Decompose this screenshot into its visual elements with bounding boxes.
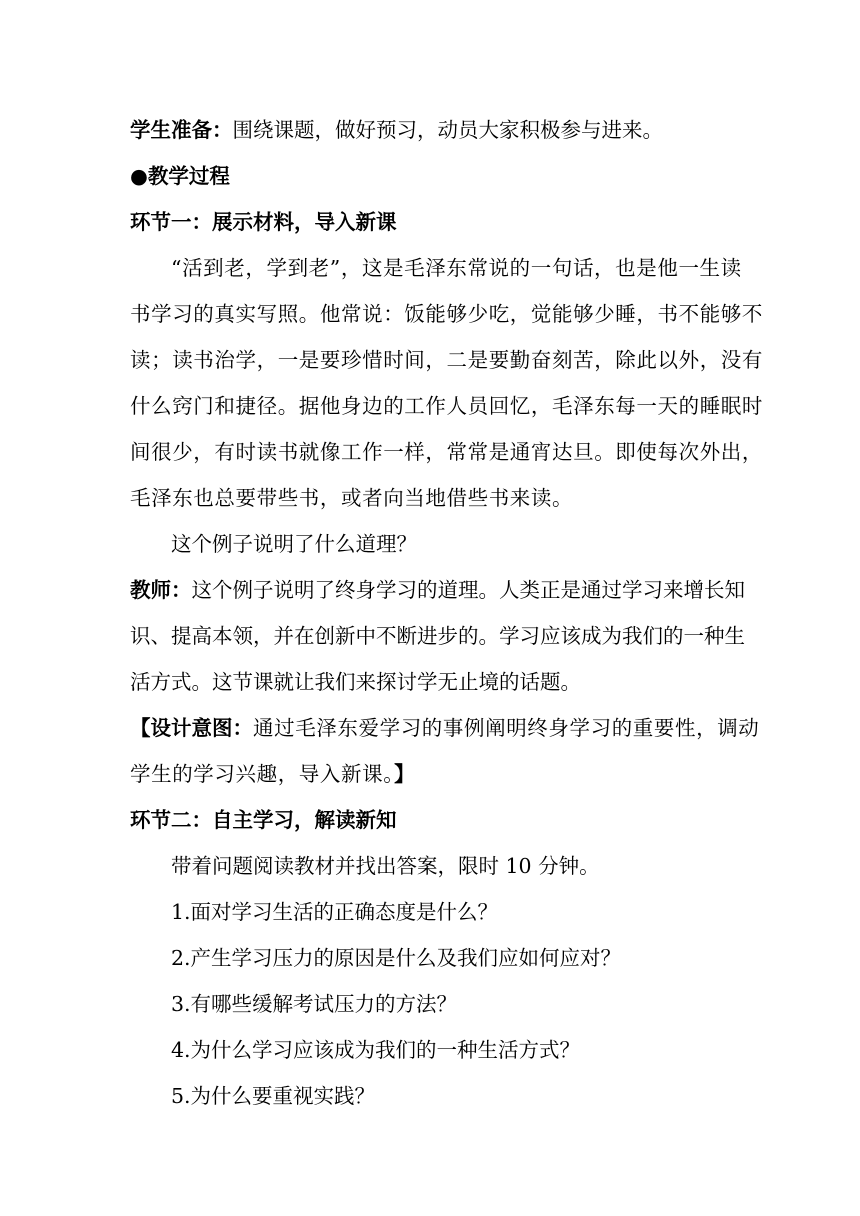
material-paragraph: [130, 248, 763, 518]
material-line: 毛泽东也总要带些书，或者向当地借些书来读。: [130, 486, 574, 510]
document-content: [130, 110, 763, 1116]
list-item: 3.有哪些缓解考试压力的方法？: [171, 992, 458, 1016]
teacher-label: 教师：: [130, 578, 192, 602]
list-item: 4.为什么学习应该成为我们的一种生活方式？: [171, 1038, 581, 1062]
teacher-text: 这个例子说明了终身学习的道理。人类正是通过学习来增长知: [191, 578, 745, 602]
material-line: “活到老，学到老”，这是毛泽东常说的一句话，也是他一生读: [171, 256, 742, 280]
student-prep-line: [130, 110, 732, 150]
teacher-paragraph: [130, 570, 745, 702]
list-item: 1.面对学习生活的正确态度是什么？: [171, 900, 499, 924]
teacher-line: 识、提高本领，并在创新中不断进步的。学习应该成为我们的一种生: [130, 624, 745, 648]
design-text: 通过毛泽东爱学习的事例阐明终身学习的重要性，调动: [253, 716, 760, 740]
teacher-line: 活方式。这节课就让我们来探讨学无止境的话题。: [130, 670, 581, 694]
design-line: [130, 754, 732, 794]
list-item: 5.为什么要重视实践？: [171, 1084, 376, 1108]
step2-intro: 带着问题阅读教材并找出答案，限时 10 分钟。: [171, 854, 600, 878]
design-close: 】: [394, 762, 415, 786]
step1-heading: 环节一：展示材料，导入新课: [130, 210, 397, 234]
teacher-line: [130, 570, 745, 610]
question-line: 这个例子说明了什么道理？: [171, 532, 417, 556]
student-prep-text: 围绕课题，做好预习，动员大家积极参与进来。: [232, 118, 663, 142]
section-title: ●教学过程: [130, 164, 230, 188]
material-line: 读；读书治学，一是要珍惜时间，二是要勤奋刻苦，除此以外，没有: [130, 348, 763, 372]
material-line: 什么窍门和捷径。据他身边的工作人员回忆，毛泽东每一天的睡眠时: [130, 394, 763, 418]
step2-heading: 环节二：自主学习，解读新知: [130, 808, 397, 832]
design-text: 学生的学习兴趣，导入新课。: [130, 762, 395, 786]
design-line: [130, 708, 760, 748]
design-intent: [130, 708, 760, 794]
material-line: 书学习的真实写照。他常说：饭能够少吃，觉能够少睡，书不能够不: [130, 302, 763, 326]
design-label: 【设计意图：: [130, 716, 253, 740]
question-list: [130, 892, 732, 1116]
student-prep-label: 学生准备：: [130, 118, 233, 142]
material-line: 间很少，有时读书就像工作一样，常常是通宵达旦。即使每次外出，: [130, 440, 763, 464]
list-item: 2.产生学习压力的原因是什么及我们应如何应对？: [171, 946, 622, 970]
